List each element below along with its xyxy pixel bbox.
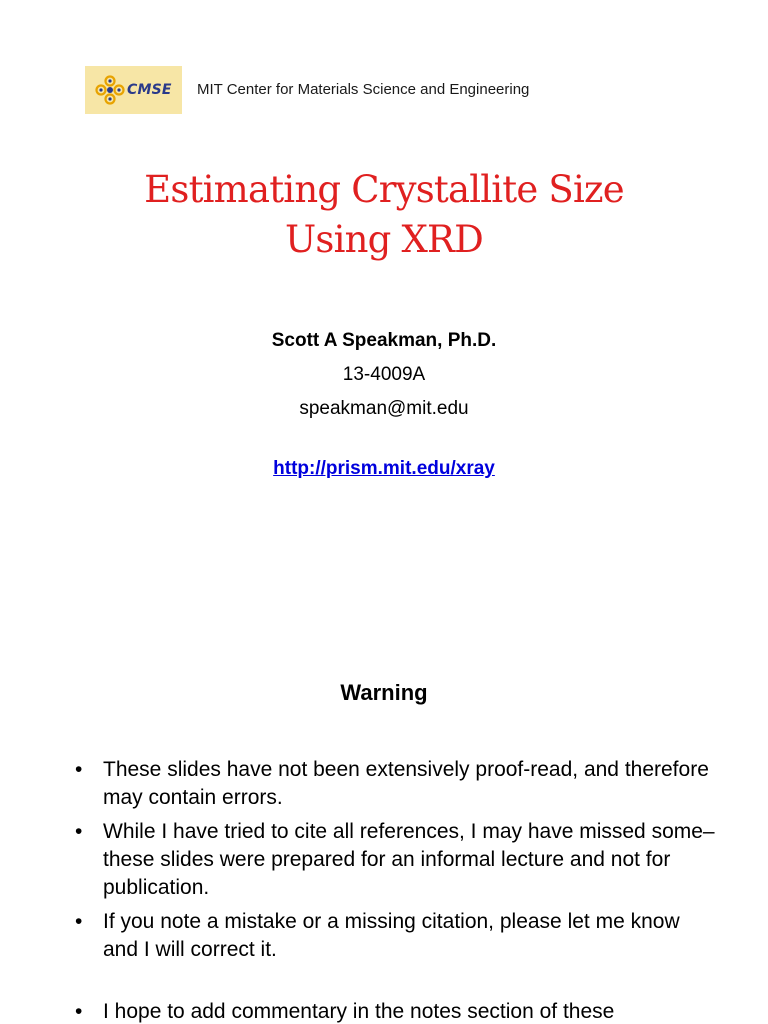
bullet-item: • These slides have not been extensively proof-read, and therefore may contain errors. [75,756,715,812]
author-email: speakman@mit.edu [299,398,469,419]
room-number: 13-4009A [342,364,426,385]
logo-text: CMSE [127,82,172,98]
cmse-logo [85,66,182,114]
bullet-item: • If you note a mistake or a missing citation, please let me know and I will correct it. [75,908,715,964]
slide-title [0,165,768,265]
organization-name: MIT Center for Materials Science and Engineering [197,81,530,98]
author-name: Scott A Speakman, Ph.D. [271,330,497,351]
bullet-item: • While I have tried to cite all references, I may have missed some– these slides were prepared for an informal lecture and not for publication. [75,818,715,902]
slide-title-line-2: Using XRD [285,218,483,261]
warning-bullet-list [75,756,715,1024]
molecule-icon [95,75,125,105]
website-link-container [0,458,768,480]
author-info [0,324,768,426]
website-link[interactable]: http://prism.mit.edu/xray [273,458,495,479]
slide-title-line-1: Estimating Crystallite Size [144,168,624,211]
bullet-item: • I hope to add commentary in the notes section of these [75,998,715,1024]
warning-heading: Warning [340,680,428,705]
